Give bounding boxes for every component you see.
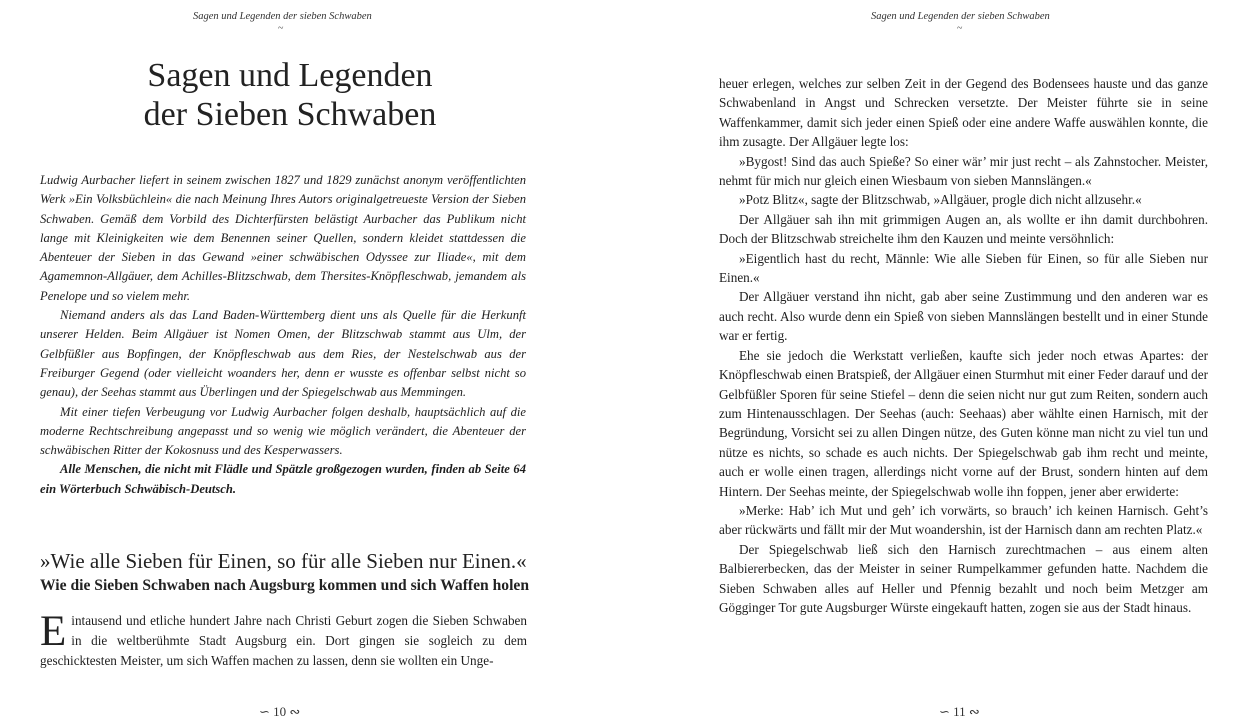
body-paragraph: »Eigentlich hast du recht, Männle: Wie alle Sieben für Einen, so für alle Sieben nur Einen.« — [719, 250, 1208, 286]
body-paragraph: Der Allgäuer verstand ihn nicht, gab aber seine Zustimmung und den anderen war es auch recht. Also wurde denn ein Spieß von sieben Mannslängen bestellt und in einer Stunde war er fertig. — [719, 289, 1208, 344]
page-number: ∽ 10 ∾ — [259, 704, 301, 719]
body-paragraph: »Potz Blitz«, sagte der Blitzschwab, »Allgäuer, progle dich nicht allzusehr.« — [739, 192, 1142, 208]
body-paragraph: Der Allgäuer sah ihn mit grimmigen Augen an, als wollte er ihn damit durchbohren. Doch der Blitzschwab streichelte ihm den Kauzen und meinte versöhnlich: — [719, 211, 1208, 247]
book-title-line-2: der Sieben Schwaben — [143, 96, 437, 133]
drop-cap: E — [40, 608, 67, 655]
chapter-text: intausend und etliche hundert Jahre nach Christi Geburt zogen die Sieben Schwaben in die weltberühmte Stadt Augsburg ein. Dort gingen sie sogleich zu dem geschicktesten Meister, um sich Waffen machen zu lassen, denn sie wollten ein Unge- — [40, 613, 527, 669]
ornament: ~ — [957, 23, 963, 34]
intro-paragraph: Ludwig Aurbacher liefert in seinem zwischen 1827 und 1829 zunächst anonym veröffentlichten Werk »Ein Volksbüchlein« die nach Meinung Ihres Autors originalgetreueste Version der Sieben Schwaben. Gemäß dem Vorbild des Dichterfürsten belästigt Aurbacher das Publikum nicht lange mit Kleinigkeiten wie dem Benennen seiner Quellen, sondern kleidet stattdessen die Abenteuer der Sieben in das Gewand »einer schwäbischen Odyssee zur Iliade«, mit dem Agamemnon-Allgäuer, dem Achilles-Blitzschwab, dem Thersites-Knöpfleschwab, jemandem als Penelope und so vielem mehr. — [40, 173, 526, 303]
chapter-subtitle: Wie die Sieben Schwaben nach Augsburg kommen und sich Waffen holen — [40, 577, 530, 594]
chapter-paragraph — [40, 608, 527, 672]
book-title — [40, 56, 540, 134]
intro-paragraph: Niemand anders als das Land Baden-Württemberg dient uns als Quelle für die Herkunft unserer Helden. Beim Allgäuer ist Nomen Omen, der Blitzschwab stammt aus Ulm, der Gelbfüßler aus Bopfingen, der Knöpfleschwab aus dem Ries, der Nestelschwab aus der Freiburger Gegend (oder vielleicht woanders her, denn er wusste es offenbar selbst nicht so genau), der Seehas stammt aus Überlingen und der Spiegelschwab aus Memmingen. — [40, 308, 526, 400]
right-page — [680, 0, 1244, 720]
body-paragraph: Der Spiegelschwab ließ sich den Harnisch zurechtmachen – aus einem alten Balbiererbecken, das der Meister in seiner Rumpelkammer gefunden hatte. Nachdem die Sieben Schwaben alles auf Heller und Pfennig bezahlt und noch beim Metzger am Gögginger Tor gute Augsburger Würste eingekauft hatten, zogen sie aus der Stadt hinaus. — [719, 541, 1208, 615]
chapter-body — [40, 608, 527, 672]
ornament: ~ — [278, 23, 284, 34]
left-page — [0, 0, 590, 720]
intro-paragraph-bold: Alle Menschen, die nicht mit Flädle und Spätzle großgezogen wurden, finden ab Seite 64 ein Wörterbuch Schwäbisch-Deutsch. — [40, 462, 526, 496]
body-paragraph: Ehe sie jedoch die Werkstatt verließen, kaufte sich jeder noch etwas Apartes: der Knöpfleschwab einen Bratspieß, der Allgäuer einen Sturmhut mit einer Feder darauf und der Gelbfüßler Sporen für seine Stiefel – denn die seien nicht nur gut zum Reiten, sondern auch zum Hintenausschlagen. Der Seehas (auch: Seehaas) aber wählte einen Harnisch, mit der Begründung, Vorsicht sei zu allen Dingen nütze, des Guten könne man nicht zu viel tun und nütze es nichts, so schade es auch nichts. Der Spiegelschwab gab ihm recht und meinte, auch er wolle einen tragen, allerdings nicht vorne auf der Brust, sondern hinten auf dem Hintern. Der Seehas meinte, der Spiegelschwab wolle ihn foppen, jener aber erwiderte: — [719, 347, 1208, 499]
running-head: Sagen und Legenden der sieben Schwaben — [193, 11, 372, 22]
page-number: ∽ 11 ∾ — [939, 704, 980, 719]
intro-paragraph: Mit einer tiefen Verbeugung vor Ludwig Aurbacher folgen deshalb, hauptsächlich auf die moderne Rechtschreibung angepasst und so wenig wie möglich verändert, die Abenteuer der schwäbischen Ritter der Kokosnuss und des Kesperwassers. — [40, 404, 526, 458]
body-paragraph: »Merke: Hab’ ich Mut und geh’ ich vorwärts, so brauch’ ich keinen Harnisch. Geht’s aber rückwärts und fällt mir der Mut woandershin, ist der Harnisch dann am rechten Platz.« — [719, 502, 1208, 538]
chapter-title: »Wie alle Sieben für Einen, so für alle Sieben nur Einen.« — [40, 549, 527, 573]
running-head: Sagen und Legenden der sieben Schwaben — [871, 11, 1050, 22]
book-title-line-1: Sagen und Legenden — [147, 57, 433, 94]
page-body — [719, 74, 1208, 617]
body-paragraph: heuer erlegen, welches zur selben Zeit in der Gegend des Bodensees hauste und das ganze Schwabenland in Angst und Schrecken versetzte. Der Meister führte sie in seine Waffenkammer, damit sich jeder einen Spieß oder eine andere Waffe auswählen konnte, die ihm zusagte. Der Allgäuer legte los: — [719, 76, 1208, 150]
introduction — [40, 171, 526, 499]
body-paragraph: »Bygost! Sind das auch Spieße? So einer wär’ mir just recht – als Zahnstocher. Meister, nehmt für mich nur gleich einen Wiesbaum von sieben Mannslängen.« — [719, 153, 1208, 189]
